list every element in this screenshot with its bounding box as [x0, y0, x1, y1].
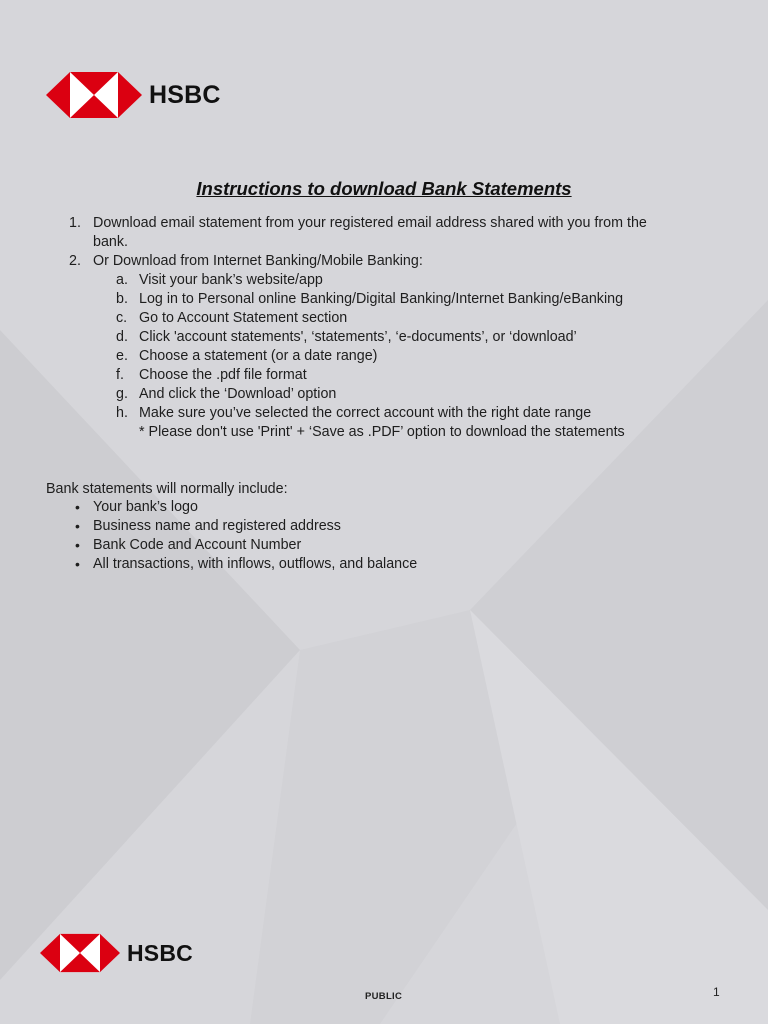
- document-title: Instructions to download Bank Statements: [196, 178, 572, 199]
- hsbc-hexagon-icon: [40, 933, 120, 973]
- include-heading: Bank statements will normally include:: [46, 481, 288, 497]
- substep-letter: a.: [116, 272, 128, 288]
- step-1-line-1: Download email statement from your registered email address shared with you from the: [93, 215, 647, 231]
- step-2-line-1: Or Download from Internet Banking/Mobile Banking:: [93, 253, 423, 269]
- substep-letter: c.: [116, 310, 128, 326]
- substep-text: Make sure you’ve selected the correct account with the right date range: [139, 405, 592, 421]
- logo-wordmark: HSBC: [127, 939, 193, 966]
- step-1-number: 1.: [69, 215, 81, 231]
- step-2-number: 2.: [69, 253, 81, 269]
- bullet-dot: •: [75, 537, 80, 553]
- bullet-dot: •: [75, 518, 80, 534]
- substep-letter: h.: [116, 405, 128, 421]
- include-item: Business name and registered address: [93, 518, 341, 534]
- hsbc-hexagon-icon: [46, 72, 142, 118]
- step-1-line-2: bank.: [93, 234, 128, 250]
- include-item: Your bank’s logo: [93, 499, 198, 515]
- include-item: Bank Code and Account Number: [93, 537, 302, 553]
- include-item: All transactions, with inflows, outflows, and balance: [93, 556, 418, 572]
- substep-text: Choose a statement (or a date range): [139, 348, 378, 364]
- hsbc-logo-bottom: [40, 933, 193, 973]
- substep-text: Choose the .pdf file format: [139, 367, 307, 383]
- substep-text: And click the ‘Download’ option: [139, 386, 337, 402]
- substep-text: Log in to Personal online Banking/Digital Banking/Internet Banking/eBanking: [139, 291, 624, 307]
- substep-letter: f.: [116, 367, 124, 383]
- substep-letter: e.: [116, 348, 128, 364]
- page-number: 1: [713, 985, 720, 999]
- substep-text: Click 'account statements', ‘statements’, ‘e-documents’, or ‘download’: [139, 329, 577, 345]
- download-note: * Please don't use 'Print' + ‘Save as .PDF’ option to download the statements: [139, 424, 625, 440]
- bullet-dot: •: [75, 499, 80, 515]
- substep-text: Visit your bank’s website/app: [139, 272, 323, 288]
- substep-letter: d.: [116, 329, 128, 345]
- logo-wordmark: HSBC: [149, 80, 221, 109]
- substep-text: Go to Account Statement section: [139, 310, 348, 326]
- bullet-dot: •: [75, 556, 80, 572]
- hsbc-logo-top: [46, 72, 221, 118]
- classification-label: PUBLIC: [365, 991, 403, 1002]
- substep-letter: g.: [116, 386, 128, 402]
- substep-letter: b.: [116, 291, 128, 307]
